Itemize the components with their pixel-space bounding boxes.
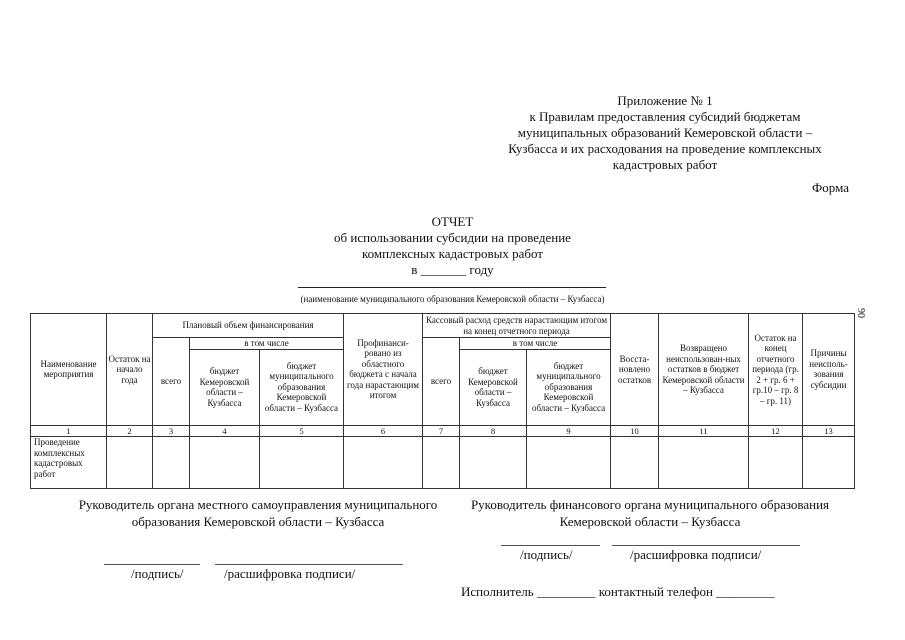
form-label: Форма: [812, 180, 849, 195]
column-number: 7: [423, 425, 460, 437]
appendix-title: Приложение № 1: [617, 93, 713, 108]
column-numbers-row: [31, 425, 855, 437]
column-number: 2: [107, 425, 153, 437]
left-decode-caption: /расшифровка подписи/: [224, 566, 356, 581]
column-number: 13: [803, 425, 855, 437]
report-title-block: [240, 214, 665, 278]
header-planned-total: всего: [153, 338, 190, 426]
right-signatory-title: Руководитель финансового органа муниципального образования Кемеровской области – Кузбасса: [470, 497, 830, 529]
data-cell[interactable]: [611, 437, 659, 489]
data-cell[interactable]: [260, 437, 344, 489]
column-number: 1: [31, 425, 107, 437]
header-restored: Восста-новлено остатков: [611, 314, 659, 426]
data-cell[interactable]: [659, 437, 749, 489]
header-cash-municipal: бюджет муниципального образования Кемеровской области – Кузбасса: [527, 349, 611, 425]
column-number: 6: [344, 425, 423, 437]
header-cash-including: в том числе: [460, 338, 611, 350]
appendix-line: к Правилам предоставления субсидий бюджетам: [529, 109, 801, 124]
column-number: 12: [749, 425, 803, 437]
appendix-line: Кузбасса и их расходования на проведение комплексных: [508, 141, 822, 156]
report-subtitle: комплексных кадастровых работ: [362, 246, 543, 261]
header-opening-balance: Остаток на начало года: [107, 314, 153, 426]
right-signature-caption: /подпись/: [520, 547, 573, 562]
data-cell[interactable]: [344, 437, 423, 489]
appendix-line: кадастровых работ: [612, 157, 718, 172]
column-number: 9: [527, 425, 611, 437]
data-cell[interactable]: [423, 437, 460, 489]
data-cell[interactable]: [107, 437, 153, 489]
header-reasons: Причины неисполь-зования субсидии: [803, 314, 855, 426]
left-signature-line: [104, 564, 200, 565]
header-returned: Возвращено неиспользован-ных остатков в бюджет Кемеровской области – Кузбасса: [659, 314, 749, 426]
municipality-name-line: [298, 287, 606, 288]
left-decode-line: [215, 564, 403, 565]
header-planned-municipal: бюджет муниципального образования Кемеровской области – Кузбасса: [260, 349, 344, 425]
data-cell[interactable]: [803, 437, 855, 489]
left-signatory-title: Руководитель органа местного самоуправления муниципального образования Кемеровской области – Кузбасса: [78, 497, 438, 529]
municipality-caption: (наименование муниципального образования Кемеровской области – Кузбасса): [300, 294, 605, 304]
activity-cell: Проведение комплексных кадастровых работ: [31, 437, 107, 489]
header-cash-expenditure: Кассовый расход средств нарастающим итогом на конец отчетного периода: [423, 314, 611, 338]
table-row: [31, 437, 855, 489]
column-number: 4: [190, 425, 260, 437]
header-planned-financing: Плановый объем финансирования: [153, 314, 344, 338]
data-cell[interactable]: [190, 437, 260, 489]
right-signature-line: [501, 545, 600, 546]
header-planned-regional: бюджет Кемеровской области – Кузбасса: [190, 349, 260, 425]
column-number: 5: [260, 425, 344, 437]
executor-line: Исполнитель _________ контактный телефон _________: [461, 584, 775, 599]
header-cash-total: всего: [423, 338, 460, 426]
appendix-header: [470, 93, 860, 173]
report-subtitle: об использовании субсидии на проведение: [334, 230, 571, 245]
data-cell[interactable]: [749, 437, 803, 489]
column-number: 11: [659, 425, 749, 437]
left-signature-caption: /подпись/: [131, 566, 184, 581]
data-cell[interactable]: [527, 437, 611, 489]
data-cell[interactable]: [153, 437, 190, 489]
header-planned-including: в том числе: [190, 338, 344, 350]
column-number: 10: [611, 425, 659, 437]
column-number: 8: [460, 425, 527, 437]
right-decode-line: [612, 545, 800, 546]
header-financed: Профинанси-ровано из областного бюджета с начала года нарастающим итогом: [344, 314, 423, 426]
header-activity-name: Наименование мероприятия: [31, 314, 107, 426]
header-cash-regional: бюджет Кемеровской области – Кузбасса: [460, 349, 527, 425]
column-number: 3: [153, 425, 190, 437]
report-title: ОТЧЕТ: [431, 214, 474, 229]
appendix-line: муниципальных образований Кемеровской области –: [517, 125, 813, 140]
page-number: 90: [855, 308, 866, 318]
header-closing-balance: Остаток на конец отчетного периода (гр. 2 + гр. 6 + гр.10 – гр. 8 – гр. 11): [749, 314, 803, 426]
data-cell[interactable]: [460, 437, 527, 489]
report-year: в _______ году: [411, 262, 494, 277]
right-decode-caption: /расшифровка подписи/: [630, 547, 762, 562]
report-table: [30, 313, 855, 489]
